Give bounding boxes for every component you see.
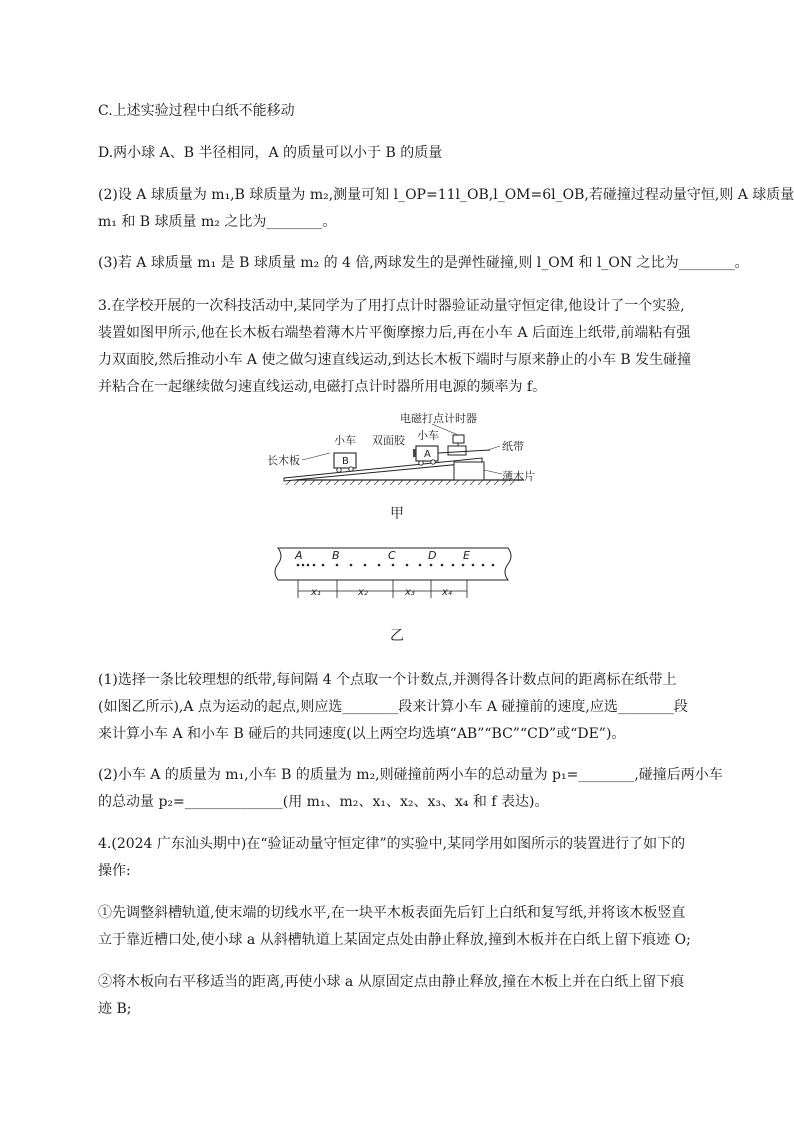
figure-tape (270, 540, 518, 602)
caption-yi: 乙 (390, 628, 404, 644)
label-paper: 纸带 (502, 440, 524, 453)
p3-line3: 力双面胶,然后推动小车 A 使之做匀速直线运动,到达长木板下端时与原来静止的小车 B 发生碰撞 (98, 352, 692, 368)
label-board: 长木板 (267, 454, 300, 467)
q3-line: (3)若 A 球质量 m₁ 是 B 球质量 m₂ 的 4 倍,两球发生的是弹性碰撞,则 l_OM 和 l_ON 之比为________。 (98, 255, 749, 271)
p3-q2-line2: 的总动量 p₂=______________(用 m₁、m₂、x₁、x₂、x₃、x₄ 和 f 表达)。 (98, 794, 549, 810)
label-cart-a: 小车 (417, 429, 439, 442)
figure-apparatus (262, 406, 542, 494)
q2-line2: m₁ 和 B 球质量 m₂ 之比为________。 (98, 214, 337, 230)
option-c: C.上述实验过程中白纸不能移动 (98, 103, 295, 119)
segment-x1: x₁ (311, 587, 321, 598)
cart-a-letter: A (424, 449, 431, 460)
segment-x3: x₃ (405, 587, 415, 598)
p3-line4: 并粘合在一起继续做匀速直线运动,电磁打点计时器所用电源的频率为 f。 (98, 379, 547, 395)
glue-pad (413, 449, 416, 457)
cart-b-letter: B (342, 456, 349, 467)
p4-step2-line1: ②将木板向右平移适当的距离,再使小球 a 从原固定点由静止释放,撞在木板上并在白纸上留下痕 (98, 974, 685, 990)
label-wood: 薄木片 (502, 470, 535, 483)
p4-line1: 4.(2024 广东汕头期中)在“验证动量守恒定律”的实验中,某同学用如图所示的装置进行了如下的 (98, 836, 686, 852)
p3-line2: 装置如图甲所示,他在长木板右端垫着薄木片平衡摩擦力后,再在小车 A 后面连上纸带,前端粘有强 (98, 325, 691, 341)
option-d: D.两小球 A、B 半径相同，A 的质量可以小于 B 的质量 (98, 145, 443, 161)
p4-step2-line2: 迹 B; (98, 1001, 132, 1017)
p3-q1-line2: (如图乙所示),A 点为运动的起点,则应选________段来计算小车 A 碰撞前的速度,应选________段 (98, 699, 688, 715)
p4-line2: 操作: (98, 863, 131, 879)
label-glue: 双面胶 (372, 434, 405, 447)
segment-x2: x₂ (358, 587, 368, 598)
point-c: C (388, 549, 396, 562)
p4-step1-line2: 立于靠近槽口处,使小球 a 从斜槽轨道上某固定点处由静止释放,撞到木板并在白纸上留下痕迹 O; (98, 932, 691, 948)
caption-jia: 甲 (390, 506, 404, 522)
label-timer: 电磁打点计时器 (400, 412, 477, 425)
q2-line1: (2)设 A 球质量为 m₁,B 球质量为 m₂,测量可知 l_OP=11l_OB,l_OM=6l_OB,若碰撞过程动量守恒,则 A 球质量 (98, 187, 794, 203)
point-e: E (463, 549, 470, 562)
p3-q1-line1: (1)选择一条比较理想的纸带,每间隔 4 个点取一个计数点,并测得各计数点间的距离标在纸带上 (98, 672, 677, 688)
timer-body (448, 446, 466, 455)
p4-step1-line1: ①先调整斜槽轨道,使末端的切线水平,在一块平木板表面先后钉上白纸和复写纸,并将该木板竖直 (98, 905, 686, 921)
p3-q2-line1: (2)小车 A 的质量为 m₁,小车 B 的质量为 m₂,则碰撞前两小车的总动量为 p₁=________,碰撞后两小车 (98, 767, 723, 783)
segment-x4: x₄ (442, 587, 452, 598)
timer-top (453, 435, 464, 443)
p3-line1: 3.在学校开展的一次科技活动中,某同学为了用打点计时器验证动量守恒定律,他设计了一个实验, (98, 298, 685, 314)
point-d: D (428, 549, 437, 562)
p3-q1-line3: 来计算小车 A 和小车 B 碰后的共同速度(以上两空均选填“AB”“BC”“CD”或“DE”)。 (98, 726, 626, 742)
wood-chip (454, 462, 484, 480)
point-b: B (332, 549, 340, 562)
long-board (284, 458, 482, 481)
point-a: A (295, 549, 303, 562)
label-cart-b: 小车 (334, 434, 356, 447)
